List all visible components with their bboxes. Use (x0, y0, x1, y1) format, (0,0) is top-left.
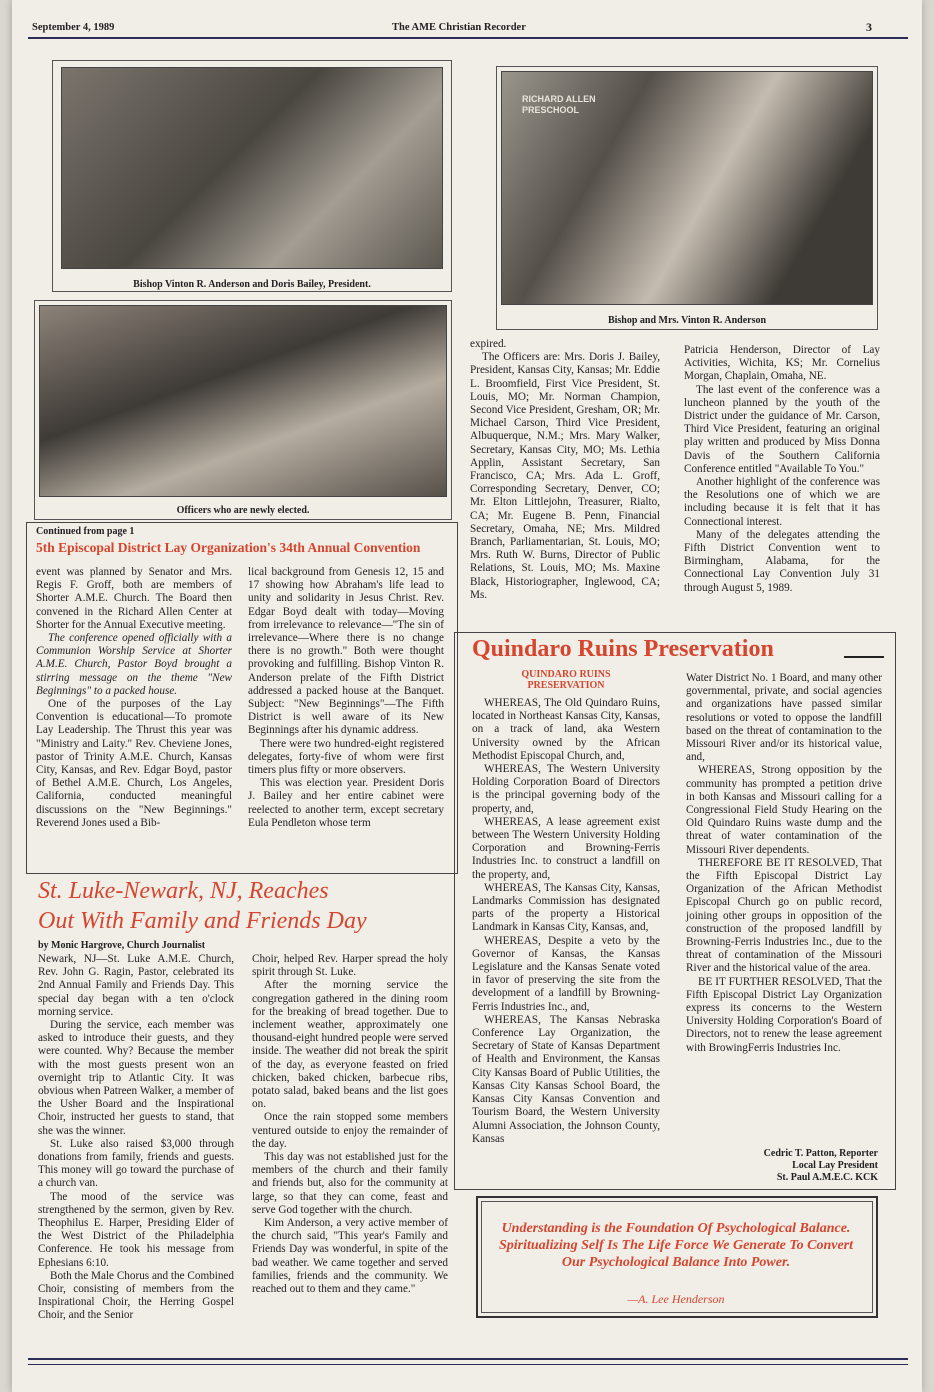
stluke-col2 (252, 953, 448, 1296)
stluke-col1-p4: The mood of the service was strengthened by the sermon, given by Rev. Theophilus E. Harper, Presiding Elder of the West District of the Philadelphia Conference. He took his message from Ephesians 6:10. (38, 1190, 234, 1269)
quindaro-col1-p4: WHEREAS, The Kansas City, Kansas, Landmarks Commission has designated parts of the property a Historical Landmark in Kansas City, Kansas, and, (472, 881, 660, 934)
quindaro-title-rule (844, 656, 884, 658)
convention-col3-p1: expired. (470, 338, 507, 350)
stluke-byline: by Monic Hargrove, Church Journalist (38, 940, 206, 951)
photo3-frame (496, 66, 878, 330)
quindaro-signature (672, 1148, 878, 1184)
quindaro-col2-p3: THEREFORE BE IT RESOLVED, That the Fifth Episcopal District Lay Organization of the African Methodist Episcopal Church go on public record, joining other groups in opposition of the construction of the proposed landfill by Browning-Ferris Industries Inc., due to the threat of contamination of the Missouri River and the historical value of the area. (686, 856, 882, 975)
page-number: 3 (866, 20, 872, 34)
convention-col4-p4: Many of the delegates attending the Fifth District Convention went to Birmingham, Alabama, for the Connectional Lay Convention July 31 through August 5, 1989. (684, 528, 880, 594)
quindaro-title: Quindaro Ruins Preservation (472, 636, 774, 662)
convention-col4-p3: Another highlight of the conference was the Resolutions one of which we are including because it is felt that it has Connectional interest. (684, 476, 880, 528)
photo-bishop-and-mrs-icon (501, 71, 873, 305)
quindaro-col2-p2: WHEREAS, Strong opposition by the community has prompted a petition drive in both Kansas and Missouri calling for a Congressional Field Study Hearing on the Old Quindaro Ruins waste dump and the threat of water contamination of the Missouri River dependents. (686, 764, 882, 856)
stluke-col1-p3: St. Luke also raised $3,000 through donations from family, friends and guests. This money will go toward the purchase of a church van. (38, 1137, 234, 1190)
convention-col1 (36, 566, 232, 830)
convention-col1-p1: event was planned by Senator and Mrs. Regis F. Groff, both are members of Shorter A.M.E. Church. The Board then convened in the Richard Allen Center at Shorter for the Annual Executive meeting. (36, 566, 232, 631)
paper-title: The AME Christian Recorder (392, 22, 526, 33)
sig-reporter: Cedric T. Patton, Reporter (763, 1148, 878, 1159)
quindaro-col1-p1: WHEREAS, The Old Quindaro Ruins, located in Northeast Kansas City, Kansas, on a track of land, aka Western University owned by the African Methodist Episcopal Church, and, (472, 697, 660, 762)
stluke-title-line2: Out With Family and Friends Day (38, 908, 367, 934)
stluke-col2-p4: This day was not established just for the members of the church and their family and friends but, also for the community at large, so that they can come, feast and serve God together with the church. (252, 1151, 448, 1216)
photo3-caption: Bishop and Mrs. Vinton R. Anderson (607, 315, 767, 326)
photo-officers-icon (39, 305, 447, 497)
quindaro-col2-p4: BE IT FURTHER RESOLVED, That the Fifth Episcopal District Lay Organization express its concerns to the Western University Holding Corporation's Board of Directors, not to renew the lease agreement with BrowingFerris Industries Inc. (686, 975, 882, 1054)
stluke-title (38, 876, 367, 936)
convention-col4-p2: The last event of the conference was a luncheon planned by the youth of the District under the guidance of Mr. Carson, Third Vice President, featuring an original play written and produced by Miss Donna Davis of the Southern California Conference entitled "Available To You." (684, 383, 880, 475)
convention-col3 (470, 338, 660, 602)
quindaro-col1 (472, 697, 660, 1146)
quindaro-subhead: QUINDARO RUINS PRESERVATION (521, 669, 611, 691)
convention-col2-p3: This was election year. President Doris J. Bailey and her entire cabinet were reelected to another term, except secretary Eula Pendleton whose term (248, 777, 444, 829)
convention-title: 5th Episcopal District Lay Organization's 34th Annual Convention (36, 540, 421, 555)
convention-col4 (684, 344, 880, 595)
quindaro-col2 (686, 672, 882, 1055)
quote-text: Understanding is the Foundation Of Psychological Balance. Spiritualizing Self Is The Life Force We Generate To Convert Our Psychological Balance Into Power. (498, 1221, 854, 1270)
stluke-title-line1: St. Luke-Newark, NJ, Reaches (38, 878, 329, 904)
stluke-col2-p3: Once the rain stopped some members ventured outside to enjoy the remainder of the day. (252, 1111, 448, 1150)
stluke-col1-p1: Newark, NJ—St. Luke A.M.E. Church, Rev. John G. Ragin, Pastor, celebrated its 2nd Annual Family and Friends Day. This special day began with a ten o'clock morning service. (38, 953, 234, 1018)
convention-col2 (248, 566, 444, 830)
stluke-col1-p5: Both the Male Chorus and the Combined Choir, consisting of members from the Inspirational Choir, the Herring Gospel Choir, and the Senior (38, 1269, 234, 1322)
stluke-col2-p2: After the morning service the congregation gathered in the dining room for the breaking of bread together. Due to inclement weather, approximately one thousand-eight hundred people were served inside. The weather did not break the spirit of the day, as everyone feasted on fried chicken, baked chicken, barbecue ribs, potato salad, baked beans and the list goes on. (252, 979, 448, 1111)
convention-col1-p2: The conference opened officially with a Communion Worship Service at Shorter A.M.E. Church, Pastor Boyd brought a stirring message on the theme "New Beginnings" to a packed house. (36, 632, 232, 697)
quindaro-col1-p2: WHEREAS, The Western University Holding Corporation Board of Directors is the principal governing body of the property, and, (472, 763, 660, 815)
convention-col2-p1: lical background from Genesis 12, 15 and 17 showing how Abraham's life lead to unity and solidarity in Jesus Christ. Rev. Edgar Boyd dealt with today—Moving from irrelevance to relevance—"The sin of irrelevance—Where there is no change there is no growth." Both were thought provoking and fulfilling. Bishop Vinton R. Anderson prelate of the Fifth District addressed a packed house at the Banquet. Subject: "New Beginnings"—The Fifth District is well aware of its New Beginnings after his dynamic address. (248, 566, 444, 737)
stluke-col2-p1: Choir, helped Rev. Harper spread the holy spirit through St. Luke. (252, 953, 448, 979)
footer-rule-top (28, 1358, 908, 1360)
convention-col3-p2: The Officers are: Mrs. Doris J. Bailey, President, Kansas City, Kansas; Mr. Eddie L. Broomfield, First Vice President, St. Louis, MO; Mr. Norman Champion, Second Vice President, Gresham, OR; Mr. Michael Carson, Third Vice President, Albuquerque, N.M.; Mrs. Mary Walker, Secretary, Kansas City, MO; Ms. Lethia Applin, Assistant Secretary, San Francisco, CA; Mrs. Ada L. Groff, Corresponding Secretary, Denver, CO; Mr. Elton Littlejohn, Treasurer, Rialto, CA; Mr. Eugene B. Penn, Financial Secretary, Omaha, NE; Mrs. Mildred Branch, Parliamentarian, St. Louis, MO; Mrs. Ruth W. Burns, Director of Public Relations, St. Louis, MO; Ms. Maxine Black, Historiographer, Inglewood, CA; Ms. (470, 351, 660, 601)
stluke-col1 (38, 953, 234, 1323)
footer-rule-bottom (28, 1364, 908, 1365)
quindaro-col1-p5: WHEREAS, Despite a veto by the Governor of Kansas, the Kansas Legislature and the Kansas Senate voted in favor of preserving the site from the development of a landfill by Browning-Ferris Industries Inc., and, (472, 934, 660, 1013)
convention-col2-p2: There were two hundred-eight registered delegates, forty-five of whom were first timers plus fifty or more observers. (248, 737, 444, 777)
header-rule (28, 37, 908, 39)
preschool-sign: RICHARD ALLEN PRESCHOOL (522, 94, 596, 115)
quindaro-col1-p3: WHEREAS, A lease agreement exist between The Western University Holding Corporation and Browning-Ferris Industries Inc. to construct a landfill on the property, and, (472, 815, 660, 881)
convention-col1-p3: One of the purposes of the Lay Convention is educational—To promote Lay Leadership. The Thrust this year was "Ministry and Laity." Rev. Cheviene Jones, pastor of Trinity A.M.E. Church, Kansas City, Kansas, and Rev. Edgar Boyd, pastor of Bethel A.M.E. Church, Los Angeles, California, conducted meaningful discussions on the "New Beginnings." Reverend Jones used a Bib- (36, 698, 232, 829)
stluke-col1-p2: During the service, each member was asked to introduce their guests, and they were counted. Why? Because the member with the most guests present won an overnight trip to Atlantic City. It was obvious when Patreen Walker, a member of the Usher Board and the Inspirational Choir, instructed her guests to stand, that she was the winner. (38, 1019, 234, 1137)
sig-title: Local Lay President (792, 1160, 878, 1171)
photo2-caption: Officers who are newly elected. (176, 505, 310, 516)
quindaro-col1-p6: WHEREAS, The Kansas Nebraska Conference Lay Organization, the Secretary of State of Kansas Department of Health and Environment, the Kansas City Kansas Board of Public Utilities, the Kansas City Kansas School Board, the Kansas City Kansas Convention and Tourism Board, the Western University Alumni Association, the Johnson County, Kansas (472, 1013, 660, 1145)
newspaper-page (12, 0, 922, 1392)
convention-col4-p1: Patricia Henderson, Director of Lay Activities, Wichita, KS; Mr. Cornelius Morgan, Chaplain, Omaha, NE. (684, 344, 880, 383)
continued-note: Continued from page 1 (36, 526, 135, 537)
photo1-frame (52, 60, 452, 292)
photo2-frame (34, 300, 452, 520)
issue-date: September 4, 1989 (32, 22, 115, 33)
photo-anderson-bailey-icon (61, 67, 443, 269)
photo1-caption: Bishop Vinton R. Anderson and Doris Bailey, President. (133, 279, 371, 290)
quote-attribution: —A. Lee Henderson (627, 1292, 725, 1306)
stluke-col2-p5: Kim Anderson, a very active member of the church said, "This year's Family and Friends Day was wonderful, in spite of the bad weather. We came together and served families, friends and the community. We reached out to them and they came." (252, 1217, 448, 1296)
quindaro-col2-p1: Water District No. 1 Board, and many other governmental, private, and social agencies and organizations have passed similar resolutions or voted to oppose the landfill based on the threat of contamination to the Missouri River and/or its historical value, and, (686, 672, 882, 764)
sig-church: St. Paul A.M.E.C. KCK (776, 1172, 878, 1183)
